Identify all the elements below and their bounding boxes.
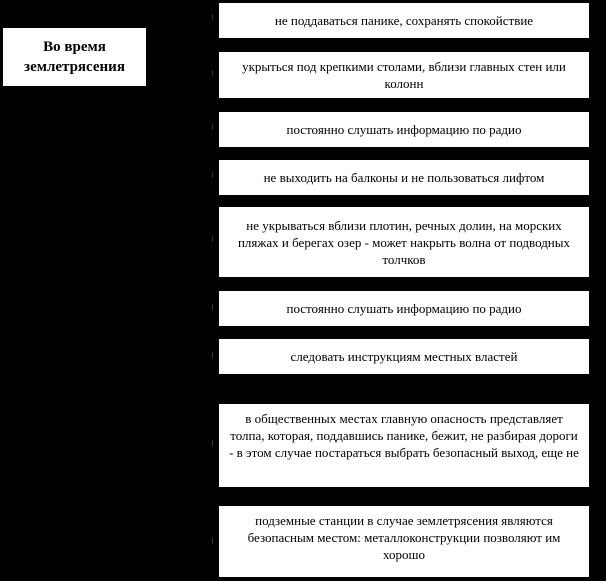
item-text-2: укрыться под крепкими столами, вблизи главных стен или колонн — [242, 59, 566, 91]
item-text-3: постоянно слушать информацию по радио — [286, 122, 522, 137]
connector-tick-9 — [212, 538, 213, 544]
item-box-7 — [219, 339, 589, 374]
item-box-5 — [219, 207, 589, 277]
item-text-8: в общественных местах главную опасность представляет толпа, которая, поддавшись панике, бежит, не разбирая дороги - в этом случае постараться выбрать безопасный выход, еще не — [229, 411, 579, 460]
item-text-7: следовать инструкциям местных властей — [290, 349, 518, 364]
item-text-5: не укрываться вблизи плотин, речных долин, на морских пляжах и берегах озер - может накрыть волна от подводных толчков — [237, 217, 571, 267]
item-box-4 — [219, 160, 589, 195]
item-text-6: постоянно слушать информацию по радио — [286, 301, 522, 316]
connector-tick-7 — [212, 352, 213, 358]
item-text-9: подземные станции в случае землетрясения являются безопасным местом: металлоконструкции позволяют им хорошо — [247, 513, 561, 562]
item-box-3 — [219, 112, 589, 147]
item-text-4: не выходить на балконы и не пользоваться лифтом — [263, 170, 545, 185]
connector-tick-4 — [212, 172, 213, 178]
item-text-1: не поддаваться панике, сохранять спокойствие — [274, 13, 534, 28]
connector-tick-1 — [212, 14, 213, 20]
item-box-1 — [219, 3, 589, 38]
connector-tick-5 — [212, 236, 213, 242]
connector-tick-8 — [212, 440, 213, 446]
connector-tick-6 — [212, 304, 213, 310]
connector-tick-3 — [212, 124, 213, 130]
diagram-title-box — [3, 28, 146, 86]
diagram-title: Во время землетрясения — [24, 39, 125, 75]
connector-tick-2 — [212, 70, 213, 76]
item-box-6 — [219, 291, 589, 326]
item-box-2 — [219, 52, 589, 98]
item-box-9 — [219, 506, 589, 577]
item-box-8 — [219, 404, 589, 487]
